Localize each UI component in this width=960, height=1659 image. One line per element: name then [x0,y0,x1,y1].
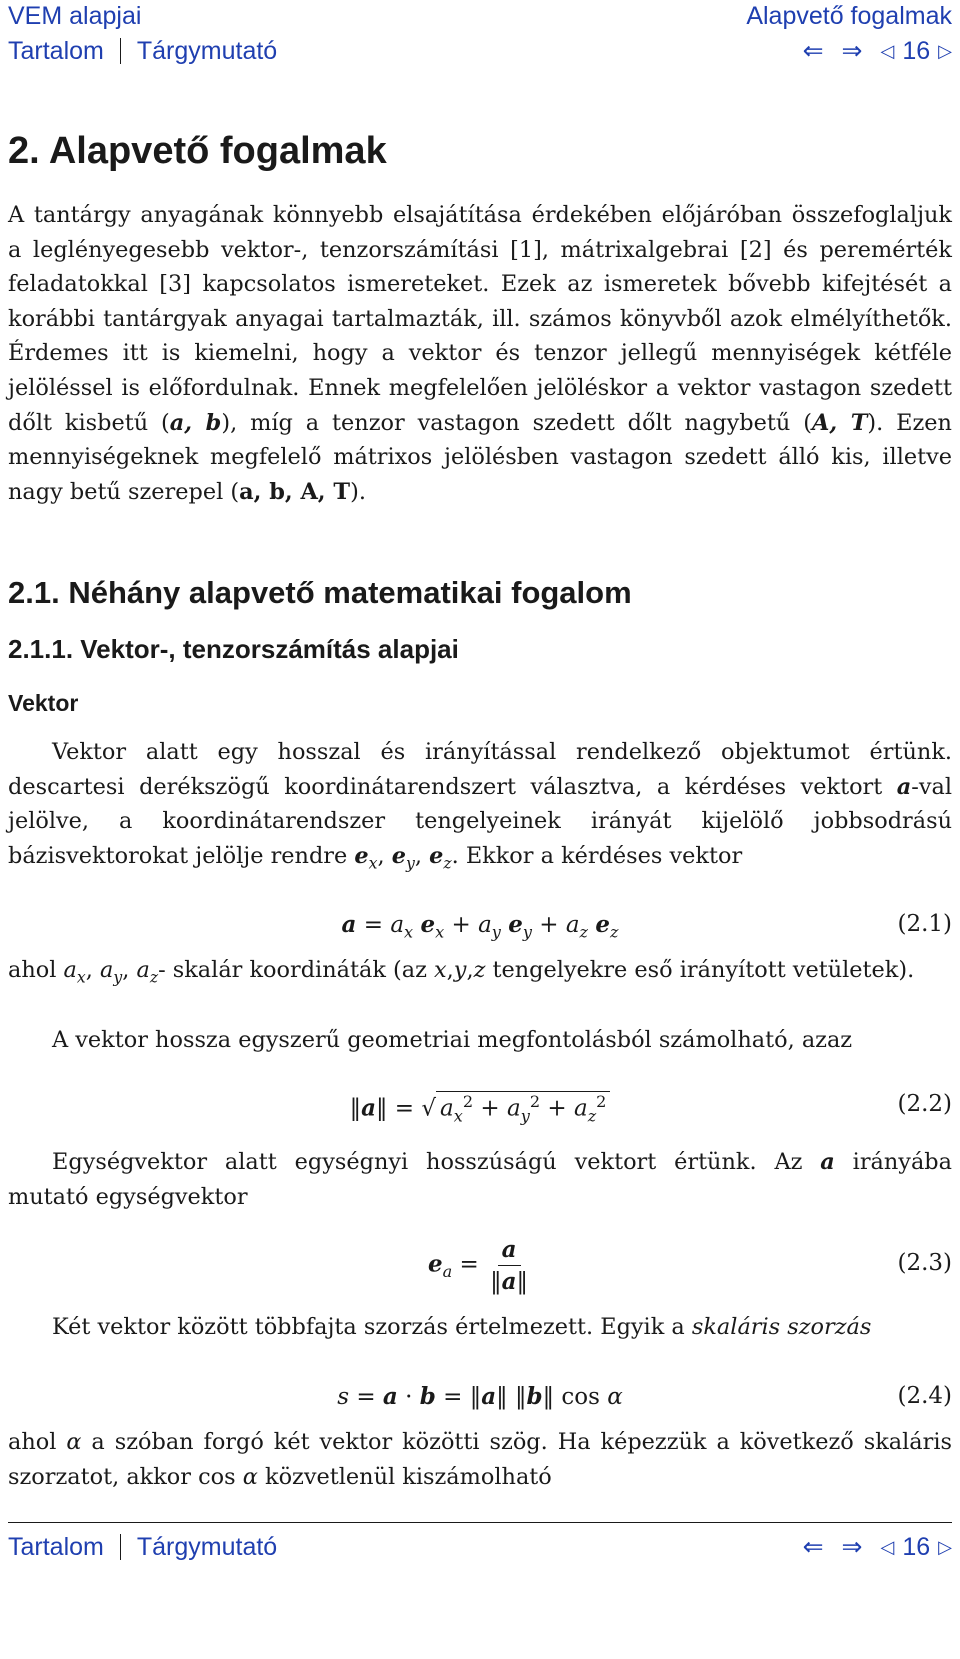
paragraph-title: Vektor [8,690,79,716]
toc-link[interactable]: Tartalom [8,36,104,65]
header-title-row [8,2,952,31]
unit-vector-text: Egységvektor alatt egységnyi hosszúságú vektort értünk. Az a irányába mutató egységvektor [8,1149,952,1210]
back-arrow-icon[interactable]: ⇐ [802,1533,824,1561]
doc-title-link[interactable]: VEM alapjai [8,2,142,30]
equation-2-1: $a = a_x$ $e_x + a_y$ $e_y + a_z$ $e_z$ (2.1) [341,911,952,942]
subsection-title: 2.1. Néhány alapvető matematikai fogalom [8,575,632,610]
prev-page-icon[interactable]: ◁ [880,40,895,61]
equation-2-4: s = a · b = ‖a‖ ‖b‖ cos α (2.4) [337,1383,952,1410]
page-number: 16 [902,1532,931,1561]
forward-arrow-icon[interactable]: ⇒ [841,37,863,65]
footer-nav-row [8,1532,952,1562]
toc-link[interactable]: Tartalom [8,1532,104,1561]
equation-2-2: ‖a‖ = √ $a_x^2 + a_y^2 + a_z^2$ (2.2) [349,1091,952,1126]
equation-number: (2.2) [897,1091,952,1117]
next-page-icon[interactable]: ▷ [938,40,952,61]
divider [120,1534,121,1560]
equation-number: (2.4) [897,1383,952,1409]
header-nav-row [8,36,952,66]
equation-2-3: $e_a$ = $\frac{a}{‖a‖}$ (2.3) [427,1236,952,1295]
section-title: 2. Alapvető fogalmak [8,130,387,172]
index-link[interactable]: Tárgymutató [136,36,278,65]
divider [120,38,121,64]
subsubsection-title: 2.1.1. Vektor-, tenzorszámítás alapjai [8,634,459,664]
index-link[interactable]: Tárgymutató [136,1532,278,1561]
back-arrow-icon[interactable]: ⇐ [802,37,824,65]
intro-paragraph: A tantárgy anyagának könnyebb elsajátítása érdekében előjáróban összefoglaljuk a leglényegesebb vektor-, tenzorszámítási [1], mátrixalgebrai [2] és peremérték feladatokkal [3] kapcsolatos ismereteket. Ezek az ismeretek bővebb kifejtését a korábbi tantárgyak anyagai tartalmazták, ill. számos könyvből azok elmélyíthetők. Érdemes itt is kiemelni, hogy a vektor és tenzor jellegű mennyiségek kétféle jelöléssel is előfordulnak. Ennek megfelelően jelöléskor a vektor vastagon szedett dőlt kisbetű (a, b), míg a tenzor vastagon szedett dőlt nagybetű (A, T). Ezen mennyiségeknek megfelelő mátrixos jelölésben vastagon szedett álló kis, illetve nagy betű szerepel (a, b, A, T). [8,202,952,505]
equation-number: (2.3) [897,1250,952,1276]
chapter-title-link[interactable]: Alapvető fogalmak [746,2,952,30]
coordinates-text: ahol $a_x$, $a_y$, $a_z-$ skalár koordináták (az x,y,z tengelyekre eső irányított vetületek). [8,957,915,987]
angle-text: ahol α a szóban forgó két vektor közötti szög. Ha képezzük a következő skaláris szorzatot, akkor cos α közvetlenül kiszámolható [8,1429,952,1490]
equation-number: (2.1) [897,911,952,937]
vector-definition: Vektor alatt egy hosszal és irányítással rendelkező objektumot értünk. descartesi derékszögű koordinátarendszert választva, a kérdéses vektort a-val jelölve, a koordinátarendszer tengelyeinek irányát kijelölő jobbsodrású bázisvektorokat jelölje rendre $e_x$, $e_y$, $e_z$. Ekkor a kérdéses vektor [8,739,952,873]
length-text: A vektor hossza egyszerű geometriai megfontolásból számolható, azaz [52,1027,853,1053]
next-page-icon[interactable]: ▷ [938,1536,952,1557]
footer-rule [8,1522,952,1523]
product-text: Két vektor között többfajta szorzás értelmezett. Egyik a skaláris szorzás [52,1314,872,1340]
page-number: 16 [902,36,931,65]
prev-page-icon[interactable]: ◁ [880,1536,895,1557]
forward-arrow-icon[interactable]: ⇒ [841,1533,863,1561]
